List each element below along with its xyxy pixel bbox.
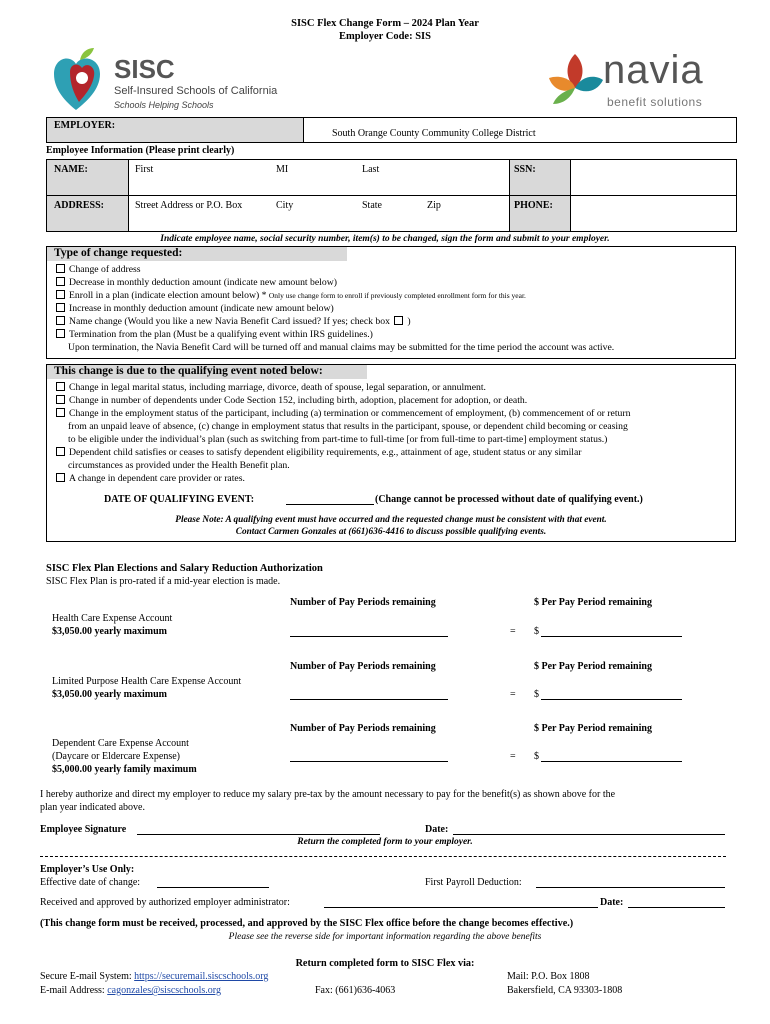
checkbox[interactable] <box>56 264 65 273</box>
checkbox[interactable] <box>56 395 65 404</box>
navia-logo <box>545 48 730 120</box>
employer-use-title: Employer’s Use Only: <box>40 864 135 875</box>
sisc-logo-subtitle: Self-Insured Schools of California <box>114 85 278 97</box>
periods-remaining-field[interactable] <box>290 636 448 637</box>
col-periods-header: Number of Pay Periods remaining <box>290 661 436 672</box>
qualifying-line[interactable]: Change in the employment status of the participant, including (a) termination or commencement of employment, (b) commencement of or return <box>56 408 630 420</box>
address-label: ADDRESS: <box>54 200 105 211</box>
cut-line-divider <box>40 856 726 857</box>
sisc-apple-icon <box>46 46 108 112</box>
change-option-name[interactable]: Name change (Would you like a new Navia Benefit Card issued? If yes; check box ) <box>56 316 411 328</box>
account-name-detail: (Daycare or Eldercare Expense) <box>52 751 180 762</box>
account-name: Health Care Expense Account <box>52 613 173 624</box>
employee-signature-field[interactable] <box>137 834 380 835</box>
col-periods-header: Number of Pay Periods remaining <box>290 597 436 608</box>
checkbox[interactable] <box>56 382 65 391</box>
new-card-checkbox[interactable] <box>394 316 403 325</box>
qualifying-date-label: DATE OF QUALIFYING EVENT: <box>104 494 255 505</box>
received-label: Received and approved by authorized employer administrator: <box>40 897 290 908</box>
see-reverse-note: Please see the reverse side for important information regarding the above benefits <box>228 932 542 942</box>
address-label-cell <box>46 195 129 232</box>
account-max: $3,050.00 yearly maximum <box>52 689 167 700</box>
state-caption: State <box>362 200 382 211</box>
signature-label: Employee Signature <box>40 824 127 835</box>
sisc-logo <box>46 46 286 116</box>
col-per-period-header: $ Per Pay Period remaining <box>534 723 652 734</box>
first-name-caption: First <box>135 164 154 175</box>
received-date-label: Date: <box>600 897 624 908</box>
change-option-termination[interactable]: Termination from the plan (Must be a qualifying event within IRS guidelines.) <box>56 329 373 341</box>
checkbox[interactable] <box>56 316 65 325</box>
employer-label-cell <box>46 117 304 143</box>
account-name: Dependent Care Expense Account <box>52 738 189 749</box>
periods-remaining-field[interactable] <box>290 761 448 762</box>
enroll-note: Only use change form to enroll if previously completed enrollment form for this year. <box>268 291 526 300</box>
qualifying-line: circumstances as provided under the Health Benefit plan. <box>68 460 290 471</box>
qualifying-line[interactable]: Dependent child satisfies or ceases to satisfy dependent eligibility requirements, e.g., attainment of age, student status or any similar <box>56 447 582 459</box>
qualifying-title: This change is due to the qualifying event noted below: <box>54 365 323 377</box>
change-type-title: Type of change requested: <box>54 247 183 259</box>
qualifying-line[interactable]: Change in legal marital status, including marriage, divorce, death of spouse, legal separation, or annulment. <box>56 382 486 394</box>
authorization-line-2: plan year indicated above. <box>40 802 145 813</box>
phone-label: PHONE: <box>514 200 553 211</box>
dollar-sign: $ <box>534 751 539 762</box>
employer-value-cell[interactable] <box>303 117 737 143</box>
checkbox[interactable] <box>56 277 65 286</box>
checkbox[interactable] <box>56 329 65 338</box>
equals-sign: = <box>510 689 516 700</box>
mail-address-2: Bakersfield, CA 93303-1808 <box>507 985 623 996</box>
col-per-period-header: $ Per Pay Period remaining <box>534 597 652 608</box>
equals-sign: = <box>510 751 516 762</box>
elections-subtitle: SISC Flex Plan is pro-rated if a mid-year election is made. <box>46 576 281 587</box>
phone-field[interactable] <box>570 195 737 232</box>
return-note: Return the completed form to your employer. <box>297 837 473 847</box>
equals-sign: = <box>510 626 516 637</box>
qualifying-note-2: Contact Carmen Gonzales at (661)636-4416 to discuss possible qualifying events. <box>235 527 547 537</box>
navia-logo-name: navia <box>603 48 704 92</box>
email-address-link[interactable]: cagonzales@siscschools.org <box>107 985 221 996</box>
signature-date-label: Date: <box>425 824 449 835</box>
ssn-label-cell <box>509 159 571 196</box>
effective-date-label: Effective date of change: <box>40 877 141 888</box>
elections-title: SISC Flex Plan Elections and Salary Reduction Authorization <box>46 563 323 574</box>
email-address-line: E-mail Address: cagonzales@siscschools.org <box>40 985 221 996</box>
employer-code: Employer Code: SIS <box>339 31 431 42</box>
per-period-amount-field[interactable] <box>541 636 682 637</box>
qualifying-line: from an unpaid leave of absence, (c) change in employment status that results in the participant, spouse, or dependent child becoming or ceasing <box>68 421 628 432</box>
checkbox[interactable] <box>56 473 65 482</box>
dollar-sign: $ <box>534 626 539 637</box>
col-per-period-header: $ Per Pay Period remaining <box>534 661 652 672</box>
received-date-field[interactable] <box>628 907 725 908</box>
qualifying-date-note: (Change cannot be processed without date of qualifying event.) <box>375 494 643 505</box>
employer-label: EMPLOYER: <box>54 120 116 131</box>
name-field[interactable] <box>128 159 510 196</box>
checkbox[interactable] <box>56 290 65 299</box>
change-option-enroll[interactable]: Enroll in a plan (indicate election amount below) * Only use change form to enroll if previously completed enrollment form for this year. <box>56 290 526 302</box>
authorization-line-1: I hereby authorize and direct my employer to reduce my salary pre-tax by the amount necessary to pay for the benefit(s) as shown above for the <box>40 789 616 800</box>
termination-note: Upon termination, the Navia Benefit Card will be turned off and manual claims may be submitted for the time period the account was active. <box>68 342 615 353</box>
secure-email-line: Secure E-mail System: https://securemail.siscschools.org <box>40 971 269 982</box>
city-caption: City <box>276 200 294 211</box>
mail-address-1: Mail: P.O. Box 1808 <box>507 971 590 982</box>
account-max: $5,000.00 yearly family maximum <box>52 764 197 775</box>
qualifying-line[interactable]: A change in dependent care provider or rates. <box>56 473 245 485</box>
account-max: $3,050.00 yearly maximum <box>52 626 167 637</box>
employee-info-title: Employee Information (Please print clearly) <box>46 145 235 156</box>
per-period-amount-field[interactable] <box>541 761 682 762</box>
navia-logo-subtitle: benefit solutions <box>607 95 703 109</box>
navia-leaf-icon <box>545 48 607 114</box>
first-deduction-label: First Payroll Deduction: <box>425 877 522 888</box>
mi-caption: MI <box>276 164 289 175</box>
form-title: SISC Flex Change Form – 2024 Plan Year <box>291 18 479 29</box>
instruction-text: Indicate employee name, social security number, item(s) to be changed, sign the form and submit to your employer. <box>160 234 610 244</box>
change-option-increase[interactable]: Increase in monthly deduction amount (indicate new amount below) <box>56 303 334 315</box>
name-label: NAME: <box>54 164 88 175</box>
first-deduction-field[interactable] <box>536 887 725 888</box>
checkbox[interactable] <box>56 408 65 417</box>
processing-notice: (This change form must be received, processed, and approved by the SISC Flex office before the change becomes effective.) <box>40 918 574 929</box>
qualifying-date-field[interactable] <box>286 504 374 505</box>
street-caption: Street Address or P.O. Box <box>135 200 243 211</box>
periods-remaining-field[interactable] <box>290 699 448 700</box>
secure-email-link[interactable]: https://securemail.siscschools.org <box>134 971 269 982</box>
qualifying-note-1: Please Note: A qualifying event must have occurred and the requested change must be consistent with that event. <box>175 515 607 525</box>
change-option-decrease[interactable]: Decrease in monthly deduction amount (indicate new amount below) <box>56 277 337 289</box>
change-option-address[interactable]: Change of address <box>56 264 141 276</box>
last-name-caption: Last <box>362 164 380 175</box>
checkbox[interactable] <box>56 303 65 312</box>
per-period-amount-field[interactable] <box>541 699 682 700</box>
fax-number: Fax: (661)636-4063 <box>315 985 396 996</box>
zip-caption: Zip <box>427 200 441 211</box>
account-name: Limited Purpose Health Care Expense Account <box>52 676 242 687</box>
qualifying-line: to be eligible under the individual’s plan (such as switching from part-time to full-time [or from full-time to part-time] employment status.) <box>68 434 608 445</box>
signature-date-field[interactable] <box>453 834 725 835</box>
address-field[interactable] <box>128 195 510 232</box>
effective-date-field[interactable] <box>157 887 269 888</box>
dollar-sign: $ <box>534 689 539 700</box>
col-periods-header: Number of Pay Periods remaining <box>290 723 436 734</box>
ssn-field[interactable] <box>570 159 737 196</box>
ssn-label: SSN: <box>514 164 536 175</box>
received-approved-field[interactable] <box>324 907 598 908</box>
qualifying-line[interactable]: Change in number of dependents under Code Section 152, including birth, adoption, placement for adoption, or death. <box>56 395 527 407</box>
return-to-heading: Return completed form to SISC Flex via: <box>295 958 475 969</box>
sisc-logo-tagline: Schools Helping Schools <box>114 100 214 110</box>
name-label-cell <box>46 159 129 196</box>
phone-label-cell <box>509 195 571 232</box>
sisc-logo-name: SISC <box>114 54 175 84</box>
checkbox[interactable] <box>56 447 65 456</box>
employer-value: South Orange County Community College District <box>332 128 536 139</box>
